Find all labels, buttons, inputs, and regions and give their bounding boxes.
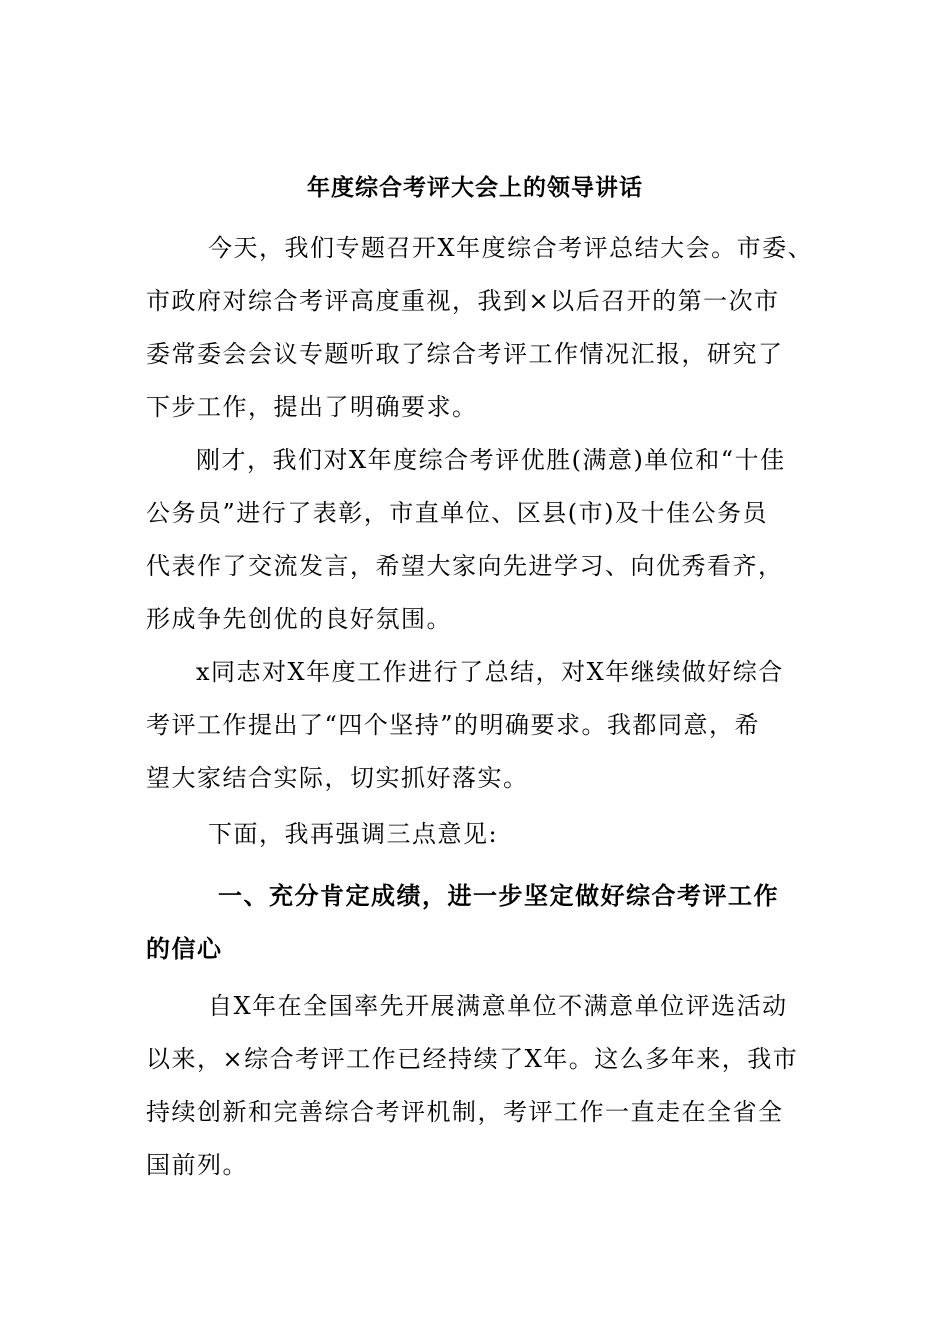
section-paragraph: [146, 980, 826, 1192]
paragraph-line: 考评工作提出了“四个坚持”的明确要求。我都同意，希: [146, 711, 761, 739]
paragraph-line: 国前列。: [146, 1151, 248, 1179]
paragraph-line: 委常委会会议专题听取了综合考评工作情况汇报，研究了: [146, 340, 784, 368]
paragraph-line: 市政府对综合考评高度重视，我到×以后召开的第一次市: [146, 287, 780, 315]
paragraph-line: 以来，×综合考评工作已经持续了X年。这么多年来，我市: [146, 1045, 799, 1073]
section-heading-line: 的信心: [146, 935, 223, 963]
paragraph-line: x同志对X年度工作进行了总结，对X年继续做好综合: [196, 658, 784, 686]
paragraph-line: 下步工作，提出了明确要求。: [146, 393, 478, 421]
paragraph-line: 形成争先创优的良好氛围。: [146, 605, 452, 633]
paragraph-line: 代表作了交流发言，希望大家向先进学习、向优秀看齐，: [146, 552, 784, 580]
paragraph-line: 刚才，我们对X年度综合考评优胜(满意)单位和“十佳: [196, 446, 786, 474]
paragraph-commendation: [146, 434, 826, 646]
document-title: 年度综合考评大会上的领导讲话: [307, 175, 643, 201]
paragraph-line: 望大家结合实际，切实抓好落实。: [146, 764, 529, 792]
section-heading-line: 一、充分肯定成绩，进一步坚定做好综合考评工作: [218, 882, 779, 910]
section-heading: [146, 870, 826, 976]
paragraph-opening: [146, 222, 826, 434]
paragraph-transition: [146, 808, 826, 861]
paragraph-line: 今天，我们专题召开X年度综合考评总结大会。市委、: [208, 234, 814, 262]
paragraph-line: 下面，我再强调三点意见:: [208, 820, 499, 848]
paragraph-line: 自X年在全国率先开展满意单位不满意单位评选活动: [208, 992, 788, 1020]
paragraph-line: 持续创新和完善综合考评机制，考评工作一直走在全省全: [146, 1098, 784, 1126]
paragraph-line: 公务员”进行了表彰，市直单位、区县(市)及十佳公务员: [146, 499, 768, 527]
paragraph-summary: [146, 646, 826, 805]
